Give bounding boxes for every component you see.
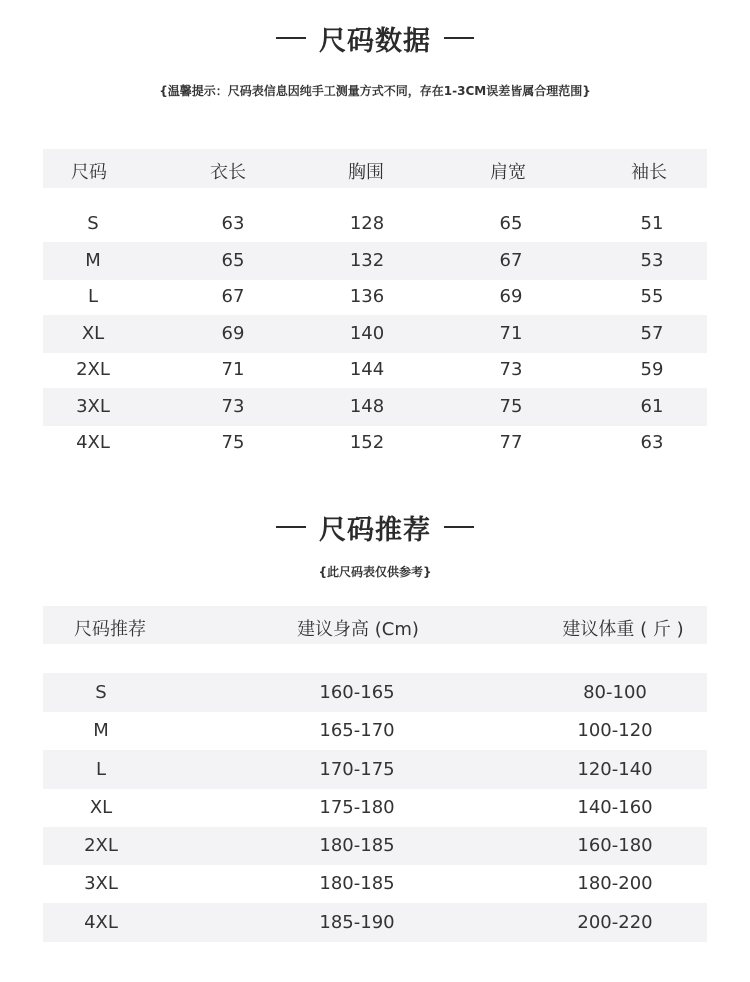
table-row: [43, 388, 707, 426]
weight-cell: 140-160: [577, 797, 653, 818]
size-cell: 2XL: [84, 835, 118, 856]
shoulder-cell: 67: [499, 250, 523, 271]
size-cell: 3XL: [84, 873, 118, 894]
length-cell: 63: [221, 213, 245, 234]
shoulder-cell: 75: [499, 396, 523, 417]
length-cell: 73: [221, 396, 245, 417]
header-cell: 衣长: [210, 162, 246, 183]
shoulder-cell: 73: [499, 359, 523, 380]
table-row: [43, 750, 707, 789]
table-row: [43, 903, 707, 942]
shoulder-cell: 65: [499, 213, 523, 234]
size-cell: S: [87, 213, 99, 234]
chest-cell: 136: [349, 286, 385, 307]
height-cell: 160-165: [319, 682, 395, 703]
sleeve-cell: 61: [640, 396, 664, 417]
height-cell: 165-170: [319, 720, 395, 741]
size-cell: XL: [89, 797, 113, 818]
header-cell: 尺码: [71, 162, 107, 183]
size-cell: 4XL: [76, 432, 110, 453]
size-recommend-title-text: 尺码推荐: [319, 514, 431, 546]
table-row: [43, 426, 707, 462]
header-cell: 建议身高 (Cm): [297, 619, 419, 640]
weight-cell: 180-200: [577, 873, 653, 894]
table-row: [43, 673, 707, 712]
size-recommend-header-row: [43, 606, 707, 644]
chest-cell: 140: [349, 323, 385, 344]
title-dash-right: [444, 526, 474, 528]
length-cell: 67: [221, 286, 245, 307]
sleeve-cell: 57: [640, 323, 664, 344]
size-cell: L: [95, 759, 107, 780]
table-row: [43, 865, 707, 903]
chest-cell: 128: [349, 213, 385, 234]
table-row: [43, 315, 707, 353]
header-cell: 胸围: [348, 162, 384, 183]
table-row: [43, 205, 707, 242]
title-dash-left: [276, 526, 306, 528]
header-cell: 肩宽: [490, 162, 526, 183]
height-cell: 185-190: [319, 912, 395, 933]
height-cell: 175-180: [319, 797, 395, 818]
size-data-title-text: 尺码数据: [319, 25, 431, 57]
table-row: [43, 353, 707, 389]
weight-cell: 200-220: [577, 912, 653, 933]
weight-cell: 80-100: [583, 682, 647, 703]
size-cell: M: [85, 250, 101, 271]
title-dash-left: [276, 37, 306, 39]
chest-cell: 152: [349, 432, 385, 453]
size-cell: XL: [81, 323, 105, 344]
size-cell: L: [87, 286, 99, 307]
header-cell: 袖长: [631, 162, 667, 183]
shoulder-cell: 71: [499, 323, 523, 344]
sleeve-cell: 59: [640, 359, 664, 380]
sleeve-cell: 53: [640, 250, 664, 271]
weight-cell: 120-140: [577, 759, 653, 780]
shoulder-cell: 69: [499, 286, 523, 307]
size-data-table: [43, 149, 707, 459]
shoulder-cell: 77: [499, 432, 523, 453]
length-cell: 65: [221, 250, 245, 271]
chest-cell: 148: [349, 396, 385, 417]
sleeve-cell: 63: [640, 432, 664, 453]
length-cell: 75: [221, 432, 245, 453]
table-row: [43, 242, 707, 280]
size-data-note: {温馨提示：尺码表信息因纯手工测量方式不同，存在1-3CM误差皆属合理范围}: [159, 84, 591, 98]
length-cell: 69: [221, 323, 245, 344]
size-cell: 3XL: [76, 396, 110, 417]
length-cell: 71: [221, 359, 245, 380]
size-cell: 4XL: [84, 912, 118, 933]
chest-cell: 144: [349, 359, 385, 380]
size-recommend-note: {此尺码表仅供参考}: [318, 565, 432, 579]
table-row: [43, 827, 707, 865]
weight-cell: 100-120: [577, 720, 653, 741]
table-row: [43, 280, 707, 316]
size-recommend-title: [0, 507, 750, 547]
table-row: [43, 712, 707, 750]
title-dash-right: [444, 37, 474, 39]
sleeve-cell: 55: [640, 286, 664, 307]
size-cell: M: [93, 720, 109, 741]
table-row: [43, 789, 707, 827]
sleeve-cell: 51: [640, 213, 664, 234]
weight-cell: 160-180: [577, 835, 653, 856]
size-recommend-table: [43, 606, 707, 942]
height-cell: 170-175: [319, 759, 395, 780]
size-data-title: [0, 18, 750, 58]
size-cell: S: [95, 682, 107, 703]
header-cell: 尺码推荐: [74, 619, 146, 640]
size-cell: 2XL: [76, 359, 110, 380]
chest-cell: 132: [349, 250, 385, 271]
height-cell: 180-185: [319, 873, 395, 894]
height-cell: 180-185: [319, 835, 395, 856]
size-data-header-row: [43, 149, 707, 188]
header-cell: 建议体重 ( 斤 ): [562, 619, 684, 640]
